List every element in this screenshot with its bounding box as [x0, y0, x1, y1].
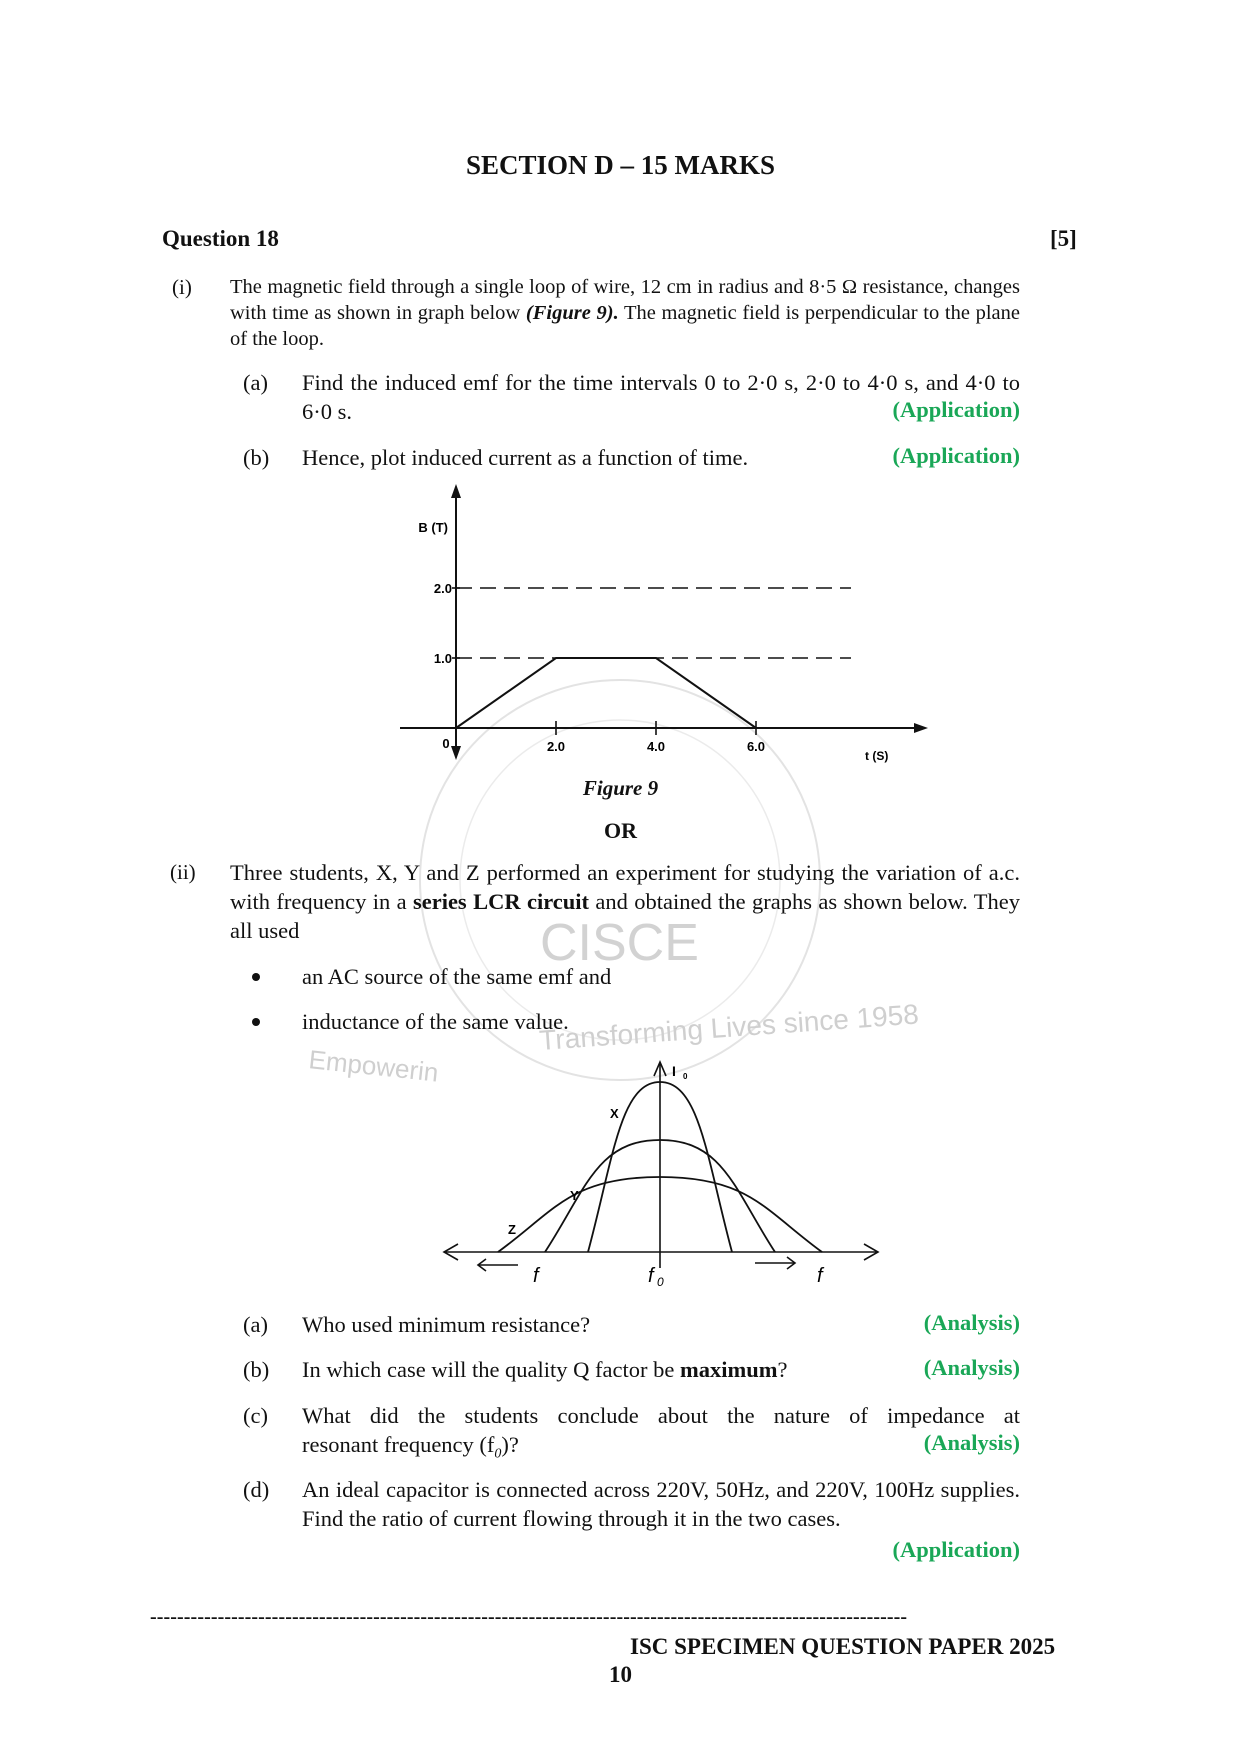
part-i-b-tag: (Application)	[892, 443, 1020, 468]
i0-label: I	[672, 1063, 676, 1079]
i0-subscript: 0	[683, 1072, 688, 1081]
part-i-a-tag: (Application)	[892, 397, 1020, 422]
y-axis-down-arrow-icon	[451, 746, 461, 760]
watermark-org: CISCE	[540, 914, 699, 972]
part-ii-c-text-line1: What did the students conclude about the nature of impedance at	[302, 1403, 1020, 1428]
part-ii-d-tag: (Application)	[892, 1537, 1020, 1562]
page-number: 10	[609, 1662, 632, 1687]
y-axis-label: B (T)	[418, 520, 448, 535]
or-label: OR	[604, 818, 637, 843]
figure-9-caption: Figure 9	[582, 776, 659, 800]
part-ii-text: Three students, X, Y and Z performed an experiment for studying the variation of a.c. with frequency in a series LCR circuit and obtained the graphs as shown below. They all used	[230, 860, 1020, 943]
x-tick-label: 6.0	[746, 739, 766, 754]
b-vs-t-series	[456, 658, 756, 728]
part-ii-a-tag: (Analysis)	[923, 1310, 1020, 1335]
part-ii-c-number: (c)	[243, 1403, 268, 1428]
part-i-b-text: Hence, plot induced current as a function of time.	[302, 445, 749, 470]
x-axis-arrow-icon	[914, 723, 928, 733]
part-ii-number: (ii)	[170, 860, 196, 884]
figure-9-chart	[380, 480, 940, 780]
f-right-label: f	[817, 1265, 823, 1287]
y-tick-label: 1.0	[433, 651, 452, 666]
curve-x-label: X	[610, 1106, 619, 1121]
f0-subscript: 0	[657, 1275, 664, 1289]
x-axis-label: t (S)	[865, 749, 889, 763]
resonance-graph	[430, 1050, 890, 1290]
watermark-tagline: Transforming Lives since 1958	[538, 998, 920, 1056]
part-ii-d-text: An ideal capacitor is connected across 220V, 50Hz, and 220V, 100Hz supplies. Find the ratio of current flowing through it in the two cases.	[302, 1477, 1020, 1531]
question-marks: [5]	[1050, 226, 1077, 251]
question-title: Question 18	[162, 226, 279, 251]
x-tick-label: 4.0	[646, 739, 666, 754]
part-ii-b-tag: (Analysis)	[923, 1355, 1020, 1380]
part-i-b-number: (b)	[243, 445, 270, 470]
watermark-fragment: Empowerin	[307, 1044, 440, 1088]
part-ii-a-text: Who used minimum resistance?	[302, 1312, 591, 1337]
part-ii-d-number: (d)	[243, 1477, 270, 1502]
curve-z-label: Z	[508, 1222, 516, 1237]
part-i-text: The magnetic field through a single loop of wire, 12 cm in radius and 8·5 Ω resistance, changes with time as shown in graph below (Figure 9). The magnetic field is perpendicular to the plane of the loop.	[230, 276, 1021, 350]
part-ii-c-tag: (Analysis)	[923, 1430, 1020, 1455]
part-i-number: (i)	[172, 275, 192, 299]
curve-y-label: Y	[570, 1188, 579, 1203]
part-i-a-number: (a)	[243, 370, 268, 395]
footer-title: ISC SPECIMEN QUESTION PAPER 2025	[630, 1634, 1056, 1659]
part-ii-b-number: (b)	[243, 1357, 270, 1382]
f-left-label: f	[533, 1265, 539, 1287]
part-ii-b-text: In which case will the quality Q factor be maximum?	[302, 1357, 788, 1382]
part-ii-c-text-line2: resonant frequency $(f_0)$?	[302, 1432, 519, 1462]
f0-label: f	[648, 1265, 654, 1287]
x-tick-label: 2.0	[546, 739, 566, 754]
bullet-icon	[252, 1018, 260, 1026]
section-heading: SECTION D – 15 MARKS	[465, 150, 776, 180]
part-i-a-text: Find the induced emf for the time intervals 0 to 2·0 s, 2·0 to 4·0 s, and 4·0 to 6·0 s.	[302, 370, 1020, 424]
y-tick-label: 2.0	[433, 581, 452, 596]
origin-label: 0	[442, 736, 450, 751]
part-ii-a-number: (a)	[243, 1312, 268, 1337]
bullet-icon	[252, 973, 260, 981]
footer-divider: ----------------------------------------------------------------------------------------------------------------	[150, 1606, 908, 1628]
bullet-item-2: inductance of the same value.	[302, 1009, 569, 1034]
bullet-item-1: an AC source of the same emf and	[302, 964, 612, 989]
y-axis-arrow-icon	[451, 484, 461, 498]
